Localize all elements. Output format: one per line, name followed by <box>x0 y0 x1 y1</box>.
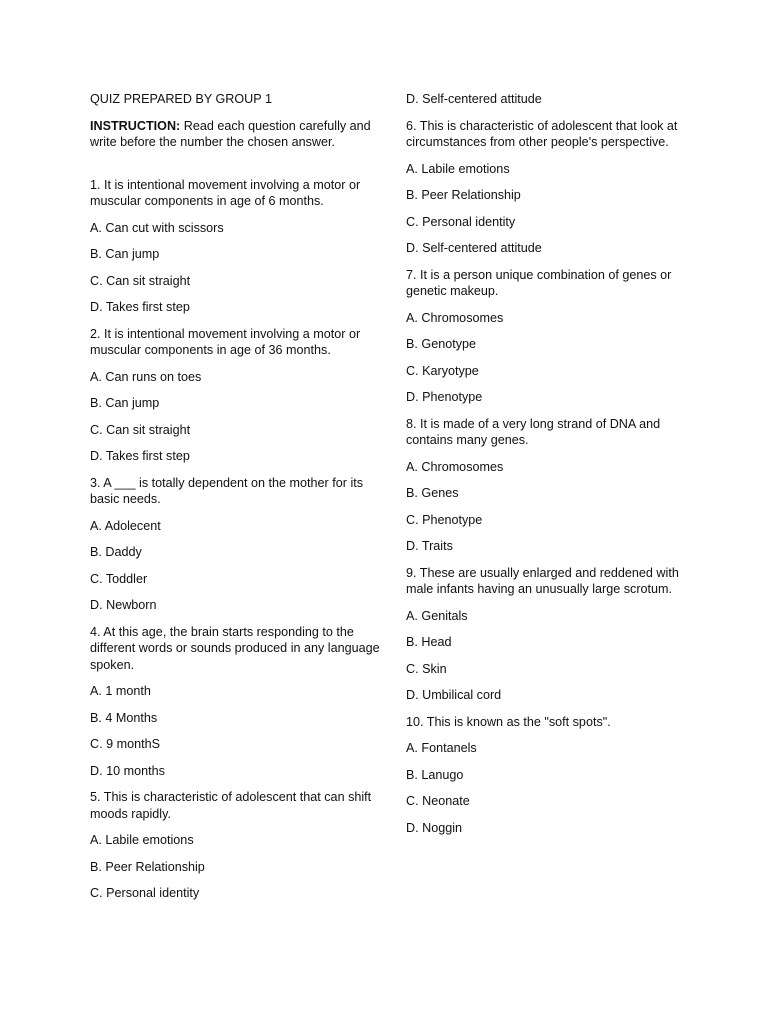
q7-option-b: B. Genotype <box>406 337 477 351</box>
q2-option-c: C. Can sit straight <box>90 422 191 437</box>
left-column <box>90 91 380 912</box>
instruction-text: Read each question carefully and write before the number the chosen answer. <box>90 118 371 149</box>
question-5: 5. This is characteristic of adolescent that can shift moods rapidly. <box>90 790 372 821</box>
q1-option-c: C. Can sit straight <box>90 273 191 288</box>
q9-option-d: D. Umbilical cord <box>406 688 502 702</box>
q6-option-a: A. Labile emotions <box>406 161 510 176</box>
q2-option-a: A. Can runs on toes <box>90 369 202 384</box>
instruction-label: INSTRUCTION: <box>90 118 181 133</box>
q3-option-b: B. Daddy <box>90 545 142 559</box>
q10-option-a: A. Fontanels <box>406 741 477 755</box>
q6-option-d: D. Self-centered attitude <box>406 241 542 255</box>
q7-option-c: C. Karyotype <box>406 363 479 378</box>
q3-option-d: D. Newborn <box>90 598 157 612</box>
q7-option-d: D. Phenotype <box>406 390 483 404</box>
q4-option-b: B. 4 Months <box>90 710 158 725</box>
q4-option-c: C. 9 monthS <box>90 737 160 751</box>
q8-option-a: A. Chromosomes <box>406 459 504 474</box>
q8-option-c: C. Phenotype <box>406 512 483 527</box>
q10-option-d: D. Noggin <box>406 820 463 835</box>
q6-option-c: C. Personal identity <box>406 214 516 229</box>
q9-option-c: C. Skin <box>406 661 447 676</box>
q4-option-d: D. 10 months <box>90 763 165 778</box>
q3-option-a: A. Adolecent <box>90 518 161 533</box>
question-7: 7. It is a person unique combination of genes or genetic makeup. <box>406 267 672 298</box>
q10-option-b: B. Lanugo <box>406 767 464 782</box>
question-4: 4. At this age, the brain starts responding to the different words or sounds produced in any language spoken. <box>90 624 380 672</box>
question-1: 1. It is intentional movement involving a motor or muscular components in age of 6 months. <box>90 177 361 208</box>
q6-option-b: B. Peer Relationship <box>406 188 521 202</box>
q8-option-b: B. Genes <box>406 486 459 500</box>
q5-option-b: B. Peer Relationship <box>90 859 205 874</box>
question-10: 10. This is known as the "soft spots". <box>406 714 611 729</box>
q8-option-d: D. Traits <box>406 539 453 553</box>
q1-option-d: D. Takes first step <box>90 300 190 314</box>
q5-option-a: A. Labile emotions <box>90 833 194 847</box>
question-3: 3. A ___ is totally dependent on the mother for its basic needs. <box>90 475 364 506</box>
question-2: 2. It is intentional movement involving a motor or muscular components in age of 36 months. <box>90 326 361 357</box>
right-column <box>406 91 706 846</box>
q2-option-d: D. Takes first step <box>90 449 190 463</box>
question-8: 8. It is made of a very long strand of DNA and contains many genes. <box>406 416 661 447</box>
q5-option-d: D. Self-centered attitude <box>406 92 542 106</box>
q9-option-b: B. Head <box>406 635 452 649</box>
quiz-title: QUIZ PREPARED BY GROUP 1 <box>90 92 272 106</box>
q1-option-b: B. Can jump <box>90 247 160 261</box>
q5-option-c: C. Personal identity <box>90 886 200 900</box>
q2-option-b: B. Can jump <box>90 396 160 410</box>
q3-option-c: C. Toddler <box>90 571 148 586</box>
q7-option-a: A. Chromosomes <box>406 310 504 325</box>
instruction <box>90 118 380 151</box>
q9-option-a: A. Genitals <box>406 608 468 623</box>
q10-option-c: C. Neonate <box>406 794 470 808</box>
question-9: 9. These are usually enlarged and reddened with male infants having an unusually large scrotum. <box>406 565 679 596</box>
q1-option-a: A. Can cut with scissors <box>90 220 224 235</box>
question-6: 6. This is characteristic of adolescent that look at circumstances from other people's perspective. <box>406 118 678 149</box>
q4-option-a: A. 1 month <box>90 684 151 698</box>
